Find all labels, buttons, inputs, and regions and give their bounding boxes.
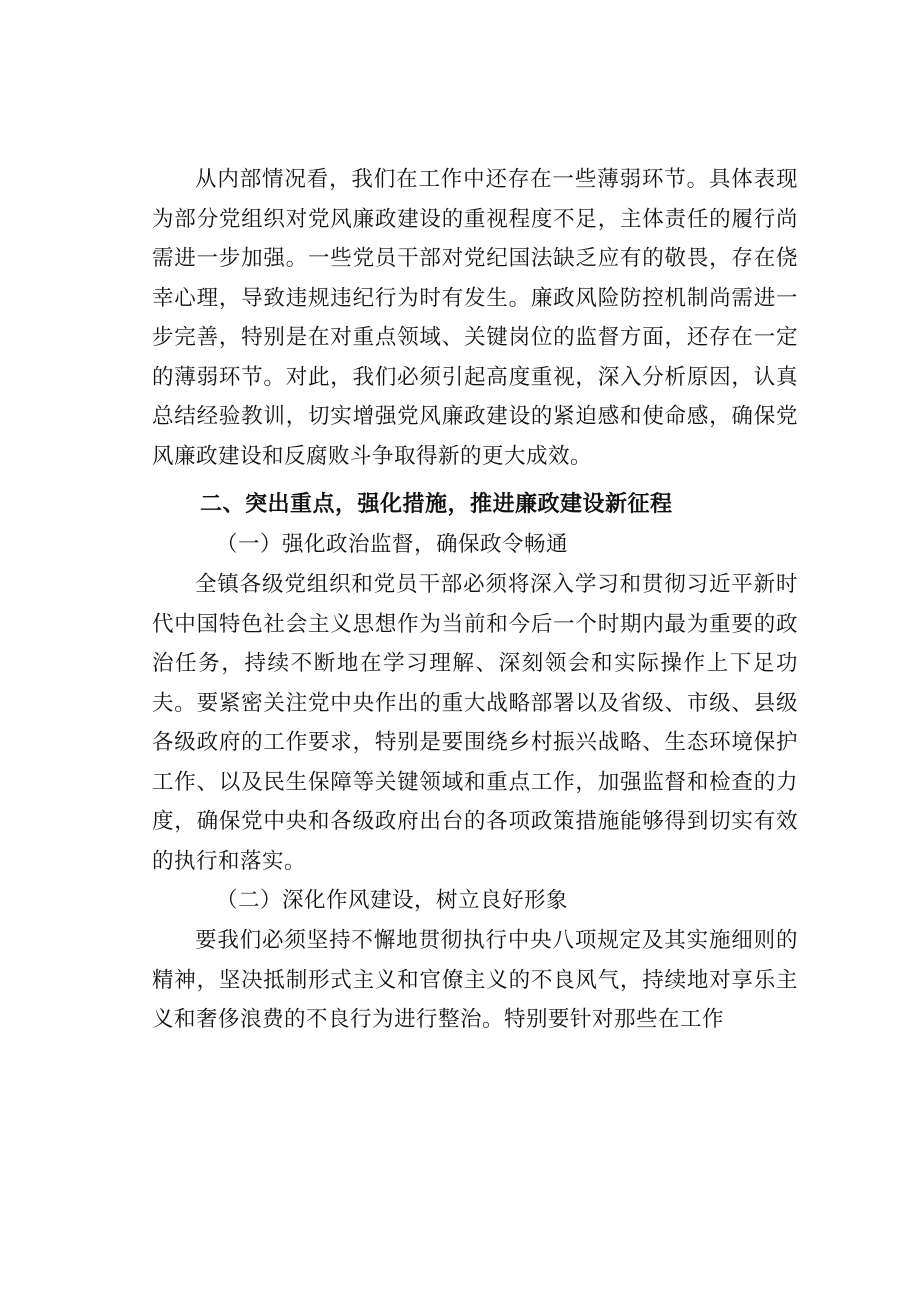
subsection-2-body: 要我们必须坚持不懈地贯彻执行中央八项规定及其实施细则的精神，坚决抵制形式主义和官僚主义的不良风气，持续地对享乐主义和奢侈浪费的不良行为进行整治。特别要针对那些在工作 xyxy=(152,928,798,1032)
subsection-1-title: （一）强化政治监督，确保政令畅通 xyxy=(216,532,569,557)
section-heading: 二、突出重点，强化措施，推进廉政建设新征程 xyxy=(200,492,673,517)
paragraph-internal-situation: 从内部情况看，我们在工作中还存在一些薄弱环节。具体表现为部分党组织对党风廉政建设的重视程度不足，主体责任的履行尚需进一步加强。一些党员干部对党纪国法缺乏应有的敬畏，存在侥幸心理，导致违规违纪行为时有发生。廉政风险防控机制尚需进一步完善，特别是在对重点领域、关键岗位的监督方面，还存在一定的薄弱环节。对此，我们必须引起高度重视，深入分析原因，认真总结经验教训，切实增强党风廉政建设的紧迫感和使命感，确保党风廉政建设和反腐败斗争取得新的更大成效。 xyxy=(152,167,798,469)
subsection-1-body: 全镇各级党组织和党员干部必须将深入学习和贯彻习近平新时代中国特色社会主义思想作为当前和今后一个时期内最为重要的政治任务，持续不断地在学习理解、深刻领会和实际操作上下足功夫。要紧密关注党中央作出的重大战略部署以及省级、市级、县级各级政府的工作要求，特别是要围绕乡村振兴战略、生态环境保护工作、以及民生保障等关键领域和重点工作，加强监督和检查的力度，确保党中央和各级政府出台的各项政策措施能够得到切实有效的执行和落实。 xyxy=(152,572,798,874)
subsection-2-title: （二）深化作风建设，树立良好形象 xyxy=(216,888,569,913)
document-body xyxy=(152,160,798,1040)
